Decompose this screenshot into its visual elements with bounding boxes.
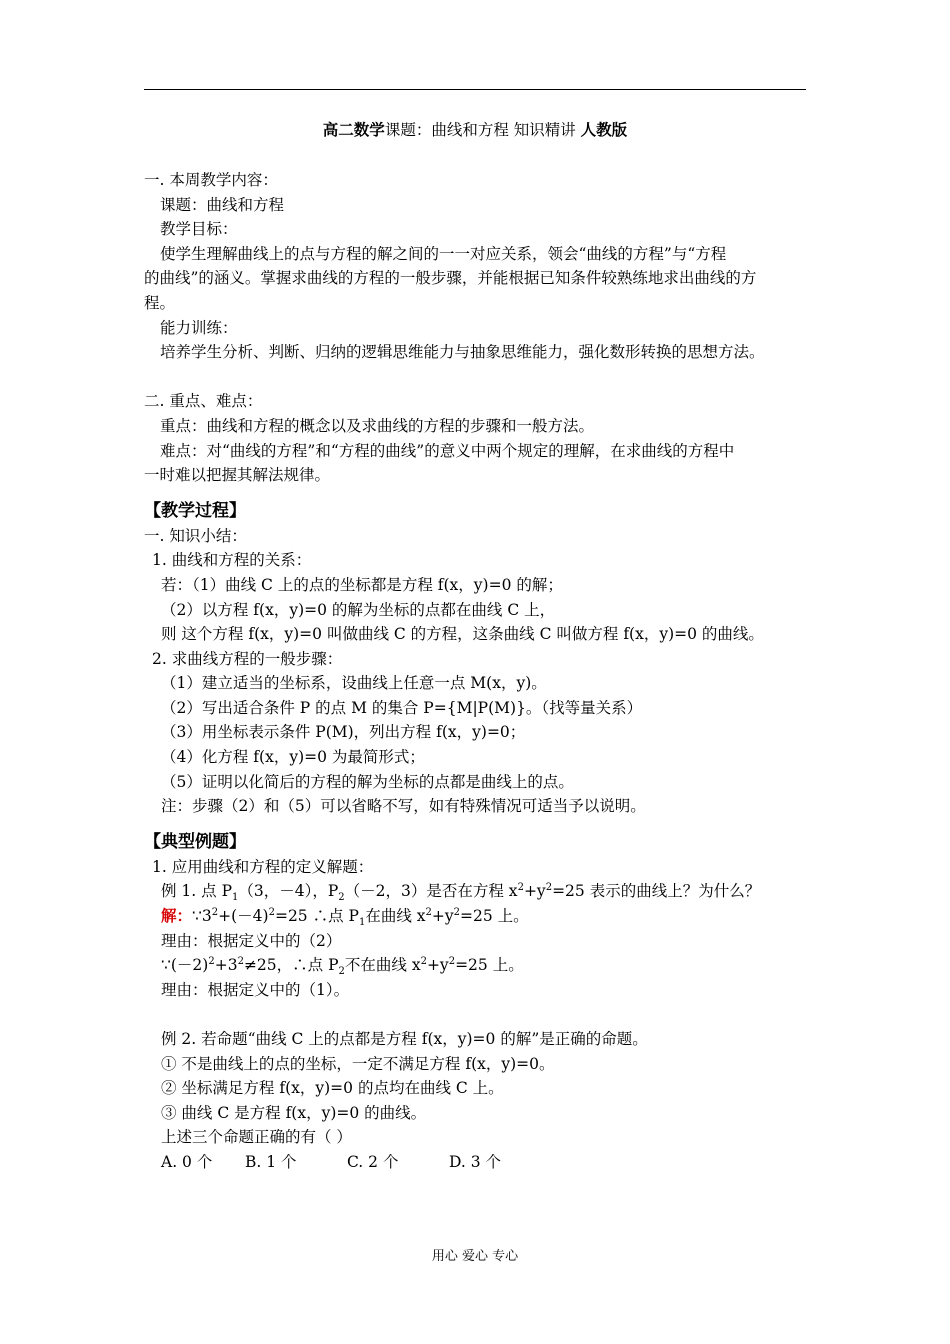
process-step5: （5）证明以化简后的方程的解为坐标的点都是曲线上的点。 <box>161 772 574 791</box>
example1-reason1: 理由：根据定义中的（2） <box>161 931 342 950</box>
example2-question: 例 2. 若命题“曲线 C 上的点都是方程 f(x，y)=0 的解”是正确的命题。 <box>161 1030 648 1048</box>
spacer <box>144 1002 808 1027</box>
process-cond2: （2）以方程 f(x，y)=0 的解为坐标的点都在曲线 C 上， <box>161 600 556 619</box>
header-rule <box>144 89 806 90</box>
option-d: D. 3 个 <box>449 1152 502 1171</box>
section1-goal-line1: 使学生理解曲线上的点与方程的解之间的一一对应关系，领会“曲线的方程”与“方程 <box>160 244 727 263</box>
section1-heading: 一. 本周教学内容： <box>144 171 278 189</box>
process-heading: 【教学过程】 <box>144 500 246 521</box>
section1-ability-label: 能力训练： <box>160 318 238 337</box>
process-step2: （2）写出适合条件 P 的点 M 的集合 P={M|P(M)}。（找等量关系） <box>161 698 643 717</box>
document-title <box>0 119 950 141</box>
process-sub1: 一. 知识小结： <box>144 526 247 545</box>
option-a: A. 0 个 <box>161 1152 213 1171</box>
title-subject: 高二数学 <box>322 120 385 139</box>
example1-solution2: $\because(-2)^2+3^2\ne 25$，∴点 $P_2$不在曲线 $x^2+y^2=25$ 上。 <box>161 956 524 978</box>
spacer <box>144 819 808 829</box>
process-then: 则 这个方程 f(x，y)=0 叫做曲线 C 的方程，这条曲线 C 叫做方程 f(x，y)=0 的曲线。 <box>161 625 764 644</box>
option-c: C. 2 个 <box>347 1152 399 1171</box>
example2-prop2: ② 坐标满足方程 f(x，y)=0 的点均在曲线 C 上。 <box>161 1079 504 1098</box>
example2-prompt: 上述三个命题正确的有（ ） <box>161 1128 352 1147</box>
section1-ability-text: 培养学生分析、判断、归纳的逻辑思维能力与抽象思维能力，强化数形转换的思想方法。 <box>160 343 765 362</box>
process-cond1: 若：（1）曲线 C 上的点的坐标都是方程 f(x，y)=0 的解； <box>161 575 563 594</box>
option-b: B. 1 个 <box>245 1152 297 1171</box>
examples-heading: 【典型例题】 <box>144 831 246 852</box>
spacer <box>144 365 808 390</box>
example1-reason2: 理由：根据定义中的（1）。 <box>161 980 350 999</box>
section2-key: 重点：曲线和方程的概念以及求曲线的方程的步骤和一般方法。 <box>160 416 595 435</box>
example2-prop3: ③ 曲线 C 是方程 f(x，y)=0 的曲线。 <box>161 1103 427 1122</box>
example2-options <box>144 1150 808 1175</box>
section2-heading: 二. 重点、难点： <box>144 392 263 411</box>
section1-goal-line2: 的曲线”的涵义。掌握求曲线的方程的一般步骤，并能根据已知条件较熟练地求出曲线的方 <box>144 269 757 288</box>
examples-item1: 1. 应用曲线和方程的定义解题： <box>152 857 374 876</box>
spacer <box>144 488 808 498</box>
title-topic: 课题：曲线和方程 知识精讲 <box>384 121 581 139</box>
page-footer: 用心 爱心 专心 <box>431 1249 519 1264</box>
process-note: 注：步骤（2）和（5）可以省略不写，如有特殊情况可适当予以说明。 <box>161 797 646 816</box>
example2-prop1: ① 不是曲线上的点的坐标，一定不满足方程 f(x，y)=0。 <box>161 1054 555 1073</box>
process-step1: （1）建立适当的坐标系，设曲线上任意一点 M(x，y)。 <box>161 674 547 693</box>
section2-hard-line1: 难点：对“曲线的方程”和“方程的曲线”的意义中两个规定的理解，在求曲线的方程中 <box>160 441 735 460</box>
section1-goal-line3: 程。 <box>144 293 176 312</box>
section1-topic: 课题：曲线和方程 <box>160 195 285 214</box>
section1-goal-label: 教学目标： <box>160 220 238 239</box>
solution-label: 解： <box>161 906 193 926</box>
section2-hard-line2: 一时难以把握其解法规律。 <box>144 466 331 485</box>
process-item1: 1. 曲线和方程的关系： <box>152 551 312 570</box>
process-step3: （3）用坐标表示条件 P(M)，列出方程 f(x，y)=0； <box>161 723 526 742</box>
process-step4: （4）化方程 f(x，y)=0 为最简形式； <box>161 748 425 767</box>
process-item2: 2. 求曲线方程的一般步骤： <box>152 649 343 668</box>
title-edition: 人教版 <box>580 120 628 139</box>
document-body <box>144 168 808 1175</box>
example1-question: 例 1. 点 $P_1(3$，－4），$P_2(-2$，3）是否在方程 $x^2+y^2=25$ 表示的曲线上？为什么？ <box>161 882 761 904</box>
example1-solution: 解：$\because 3^2+(-4)^2=25$ ∴点 $P_1$在曲线 $x^2+y^2=25$ 上。 <box>161 906 529 929</box>
